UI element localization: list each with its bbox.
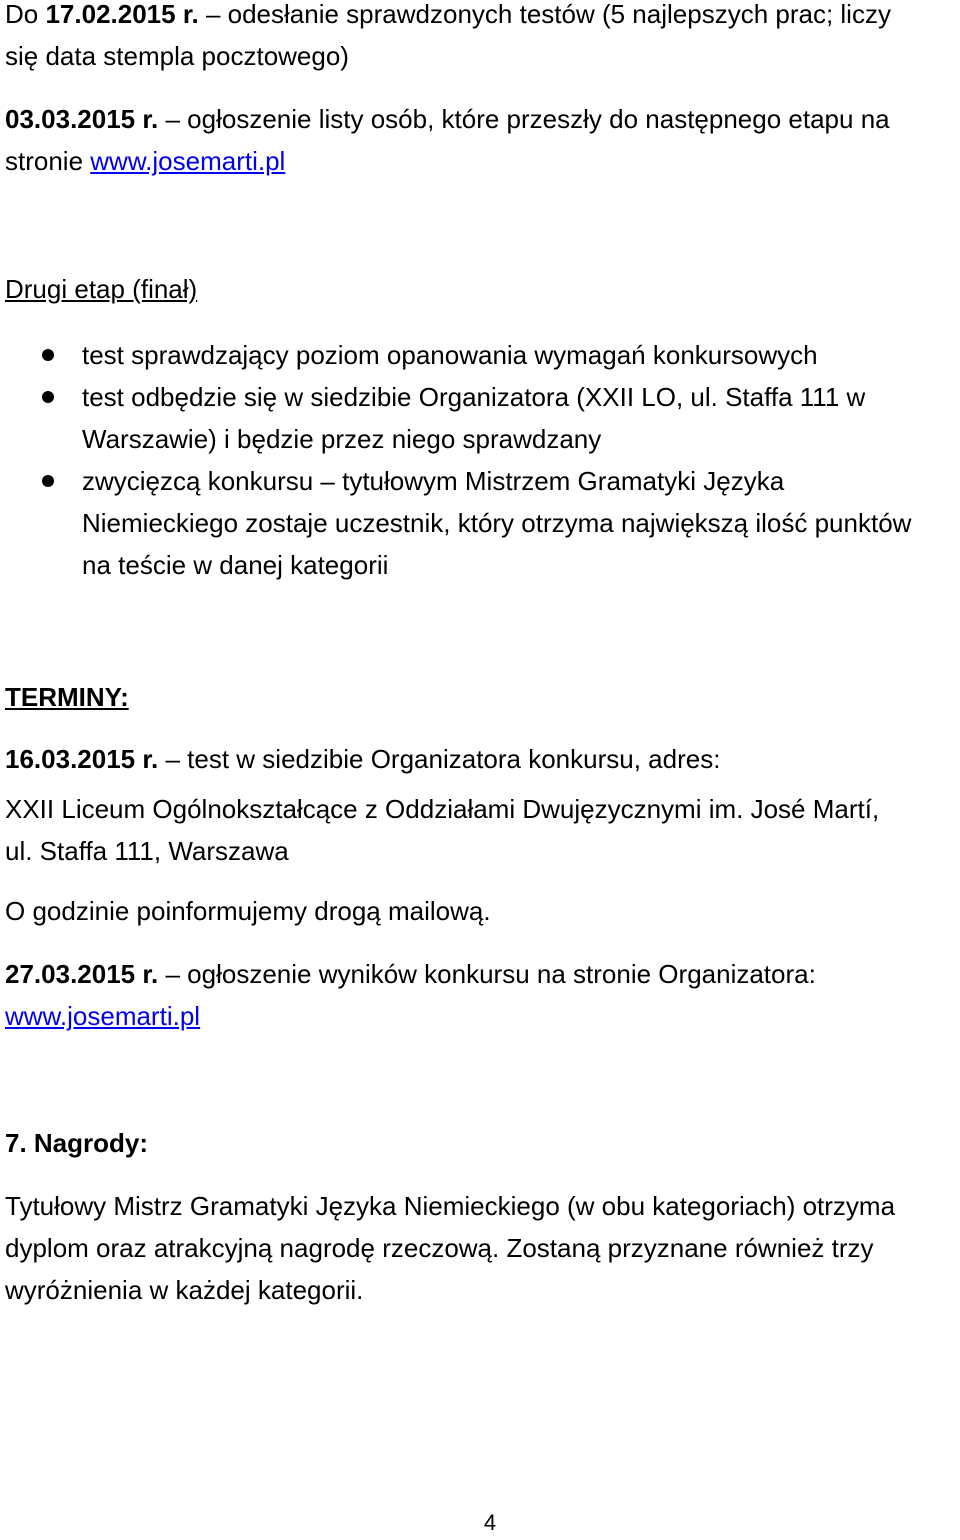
- terms-item-2: [5, 953, 952, 1037]
- term-text-1: – test w siedzibie Organizatora konkursu, adres:: [158, 744, 721, 774]
- terms-item-1: [5, 738, 952, 780]
- term-text-2: – ogłoszenie wyników konkursu na stronie Organizatora:: [158, 959, 816, 989]
- prizes-text: [5, 1185, 952, 1311]
- hour-note: O godzinie poinformujemy drogą mailową.: [5, 896, 491, 926]
- deadline-text-2a: – ogłoszenie listy osób, które przeszły do następnego etapu na: [158, 104, 890, 134]
- list-item: zwycięzcą konkursu – tytułowym Mistrzem Gramatyki Języka Niemieckiego zostaje uczestnik, który otrzyma największą ilość punktów na teście w danej kategorii: [0, 460, 960, 586]
- address-line-2: ul. Staffa 111, Warszawa: [5, 836, 289, 866]
- website-link-1[interactable]: www.josemarti.pl: [90, 146, 286, 176]
- deadline-text-2b: stronie: [5, 146, 91, 176]
- deadline-text-1b: się data stempla pocztowego): [5, 41, 349, 71]
- prizes-line-1: Tytułowy Mistrz Gramatyki Języka Niemieckiego (w obu kategoriach) otrzyma: [5, 1191, 896, 1221]
- term-date-2: 27.03.2015 r.: [5, 959, 159, 989]
- terms-heading: TERMINY:: [5, 682, 129, 712]
- prizes-heading: 7. Nagrody:: [5, 1128, 149, 1158]
- prizes-line-3: wyróżnienia w każdej kategorii.: [5, 1275, 364, 1305]
- website-link-2[interactable]: www.josemarti.pl: [5, 1001, 201, 1031]
- organizer-address: [5, 788, 952, 872]
- intro-prefix: Do: [5, 0, 46, 29]
- stage2-heading: Drugi etap (finał): [5, 274, 198, 304]
- list-item: test odbędzie się w siedzibie Organizatora (XXII LO, ul. Staffa 111 w Warszawie) i będzie przez niego sprawdzany: [0, 376, 960, 460]
- bullet-icon: [42, 475, 54, 487]
- stage2-bullet-list: [0, 334, 960, 586]
- list-item: test sprawdzający poziom opanowania wymagań konkursowych: [0, 334, 960, 376]
- page-number: 4: [483, 1510, 497, 1535]
- deadline-date-2: 03.03.2015 r.: [5, 104, 159, 134]
- bullet-icon: [42, 349, 54, 361]
- bullet-icon: [42, 391, 54, 403]
- term-date-1: 16.03.2015 r.: [5, 744, 159, 774]
- deadline-date-1: 17.02.2015 r.: [45, 0, 199, 29]
- address-line-1: XXII Liceum Ogólnokształcące z Oddziałami Dwujęzycznymi im. José Martí,: [5, 794, 880, 824]
- prizes-line-2: dyplom oraz atrakcyjną nagrodę rzeczową. Zostaną przyznane również trzy: [5, 1233, 874, 1263]
- intro-deadline-1: [5, 0, 952, 77]
- deadline-text-1a: – odesłanie sprawdzonych testów (5 najlepszych prac; liczy: [198, 0, 891, 29]
- intro-deadline-2: [5, 98, 952, 182]
